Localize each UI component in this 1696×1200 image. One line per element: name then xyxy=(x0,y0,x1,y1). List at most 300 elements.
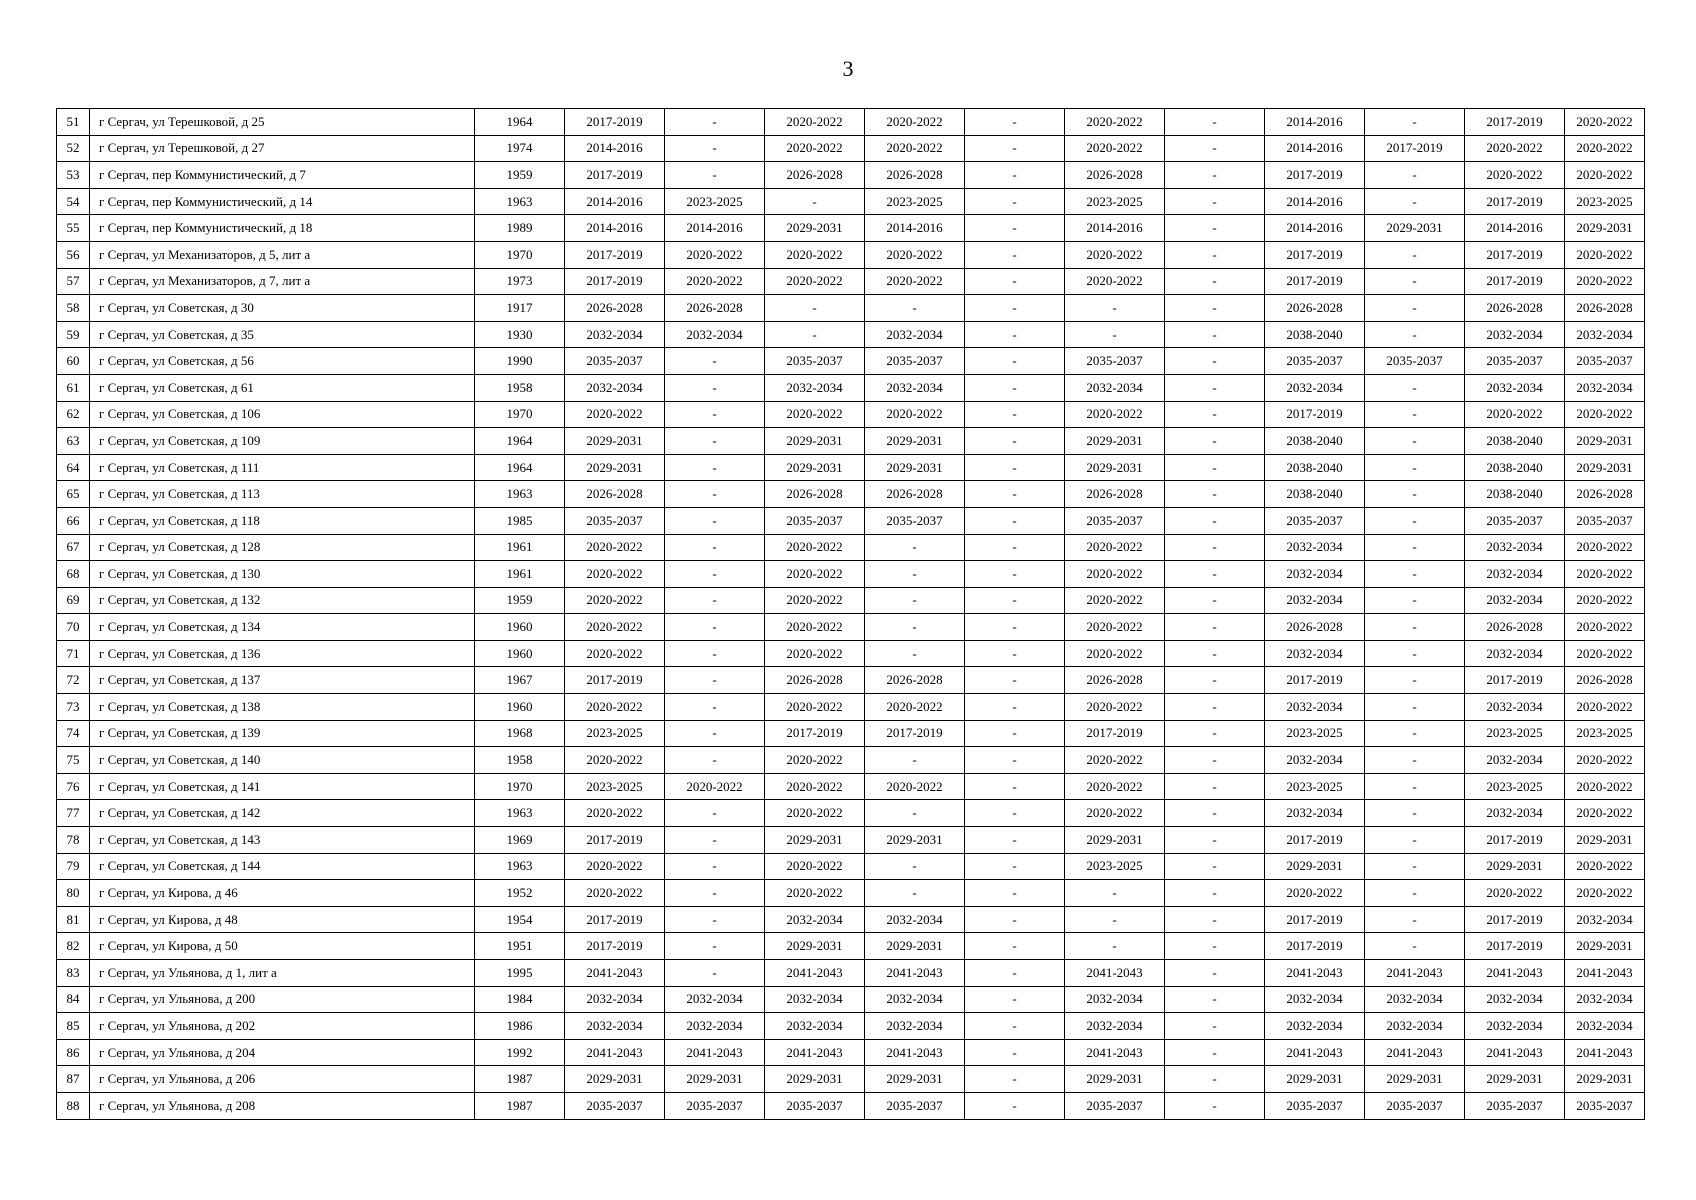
period-cell: 2023-2025 xyxy=(1065,853,1165,880)
period-cell: 2026-2028 xyxy=(1065,667,1165,694)
period-cell: 2020-2022 xyxy=(865,241,965,268)
period-cell: - xyxy=(865,640,965,667)
period-cell: - xyxy=(665,640,765,667)
row-number-cell: 76 xyxy=(57,773,90,800)
table-row xyxy=(57,374,1645,401)
period-cell: 2032-2034 xyxy=(1565,321,1645,348)
period-cell: - xyxy=(1365,295,1465,322)
period-cell: 2032-2034 xyxy=(1465,587,1565,614)
period-cell: 2020-2022 xyxy=(1065,109,1165,136)
period-cell: 2032-2034 xyxy=(1265,561,1365,588)
period-cell: 2020-2022 xyxy=(1065,800,1165,827)
period-cell: - xyxy=(965,1013,1065,1040)
period-cell: 2032-2034 xyxy=(1465,374,1565,401)
period-cell: 2038-2040 xyxy=(1465,481,1565,508)
period-cell: 2023-2025 xyxy=(865,188,965,215)
period-cell: - xyxy=(965,614,1065,641)
period-cell: - xyxy=(1365,667,1465,694)
period-cell: 2041-2043 xyxy=(565,960,665,987)
period-cell: 2014-2016 xyxy=(565,135,665,162)
period-cell: - xyxy=(1365,188,1465,215)
period-cell: 2032-2034 xyxy=(1465,561,1565,588)
period-cell: 2026-2028 xyxy=(1565,295,1645,322)
period-cell: - xyxy=(965,880,1065,907)
period-cell: - xyxy=(1165,401,1265,428)
period-cell: 2041-2043 xyxy=(1465,1039,1565,1066)
period-cell: 2020-2022 xyxy=(565,747,665,774)
period-cell: 2017-2019 xyxy=(1465,933,1565,960)
period-cell: 2020-2022 xyxy=(765,534,865,561)
period-cell: 2029-2031 xyxy=(765,454,865,481)
period-cell: 2020-2022 xyxy=(1565,135,1645,162)
period-cell: - xyxy=(865,587,965,614)
year-cell: 1959 xyxy=(475,162,565,189)
period-cell: - xyxy=(665,880,765,907)
period-cell: - xyxy=(1165,933,1265,960)
period-cell: - xyxy=(865,561,965,588)
period-cell: - xyxy=(1365,109,1465,136)
period-cell: 2035-2037 xyxy=(1465,507,1565,534)
period-cell: - xyxy=(1065,295,1165,322)
period-cell: 2026-2028 xyxy=(1465,295,1565,322)
period-cell: - xyxy=(665,561,765,588)
address-cell: г Сергач, ул Советская, д 141 xyxy=(90,773,475,800)
period-cell: 2020-2022 xyxy=(1565,640,1645,667)
table-row xyxy=(57,694,1645,721)
period-cell: - xyxy=(1365,773,1465,800)
period-cell: 2035-2037 xyxy=(1465,348,1565,375)
period-cell: 2029-2031 xyxy=(765,827,865,854)
period-cell: 2020-2022 xyxy=(1065,587,1165,614)
period-cell: 2020-2022 xyxy=(565,694,665,721)
year-cell: 1954 xyxy=(475,906,565,933)
table-row xyxy=(57,109,1645,136)
row-number-cell: 53 xyxy=(57,162,90,189)
year-cell: 1987 xyxy=(475,1092,565,1119)
year-cell: 1958 xyxy=(475,747,565,774)
period-cell: - xyxy=(965,1092,1065,1119)
year-cell: 1930 xyxy=(475,321,565,348)
period-cell: 2029-2031 xyxy=(865,827,965,854)
period-cell: 2032-2034 xyxy=(565,374,665,401)
period-cell: - xyxy=(665,906,765,933)
period-cell: 2020-2022 xyxy=(1565,587,1645,614)
period-cell: - xyxy=(965,268,1065,295)
year-cell: 1970 xyxy=(475,401,565,428)
period-cell: 2026-2028 xyxy=(765,162,865,189)
period-cell: 2029-2031 xyxy=(1365,1066,1465,1093)
period-cell: 2020-2022 xyxy=(765,268,865,295)
period-cell: 2023-2025 xyxy=(665,188,765,215)
table-row xyxy=(57,428,1645,455)
period-cell: - xyxy=(1165,640,1265,667)
period-cell: 2035-2037 xyxy=(865,1092,965,1119)
period-cell: 2041-2043 xyxy=(765,960,865,987)
period-cell: 2035-2037 xyxy=(765,1092,865,1119)
period-cell: 2032-2034 xyxy=(1465,986,1565,1013)
period-cell: 2035-2037 xyxy=(1265,348,1365,375)
period-cell: 2032-2034 xyxy=(665,321,765,348)
period-cell: 2029-2031 xyxy=(765,933,865,960)
period-cell: 2032-2034 xyxy=(1465,640,1565,667)
period-cell: - xyxy=(1065,880,1165,907)
period-cell: 2020-2022 xyxy=(865,773,965,800)
row-number-cell: 54 xyxy=(57,188,90,215)
period-cell: - xyxy=(965,933,1065,960)
period-cell: 2017-2019 xyxy=(1265,162,1365,189)
period-cell: 2032-2034 xyxy=(565,321,665,348)
period-cell: 2020-2022 xyxy=(1565,773,1645,800)
period-cell: 2032-2034 xyxy=(1265,374,1365,401)
period-cell: - xyxy=(965,454,1065,481)
year-cell: 1985 xyxy=(475,507,565,534)
period-cell: 2029-2031 xyxy=(1065,827,1165,854)
period-cell: 2035-2037 xyxy=(565,507,665,534)
table-body xyxy=(57,109,1645,1120)
period-cell: - xyxy=(965,561,1065,588)
period-cell: 2032-2034 xyxy=(665,1013,765,1040)
period-cell: 2014-2016 xyxy=(1265,135,1365,162)
period-cell: 2020-2022 xyxy=(565,614,665,641)
period-cell: 2032-2034 xyxy=(1365,986,1465,1013)
period-cell: 2032-2034 xyxy=(1465,694,1565,721)
period-cell: 2032-2034 xyxy=(1265,747,1365,774)
period-cell: - xyxy=(665,162,765,189)
period-cell: - xyxy=(665,135,765,162)
period-cell: 2020-2022 xyxy=(1565,880,1645,907)
table-row xyxy=(57,640,1645,667)
period-cell: - xyxy=(665,933,765,960)
table-row xyxy=(57,1013,1645,1040)
year-cell: 1961 xyxy=(475,534,565,561)
period-cell: - xyxy=(1365,321,1465,348)
address-cell: г Сергач, пер Коммунистический, д 18 xyxy=(90,215,475,242)
period-cell: 2020-2022 xyxy=(1565,534,1645,561)
period-cell: - xyxy=(1365,587,1465,614)
period-cell: 2017-2019 xyxy=(565,162,665,189)
period-cell: 2014-2016 xyxy=(1065,215,1165,242)
period-cell: 2017-2019 xyxy=(565,268,665,295)
period-cell: 2017-2019 xyxy=(1465,667,1565,694)
period-cell: 2023-2025 xyxy=(1065,188,1165,215)
period-cell: - xyxy=(665,534,765,561)
address-cell: г Сергач, ул Советская, д 140 xyxy=(90,747,475,774)
period-cell: - xyxy=(965,1039,1065,1066)
period-cell: 2029-2031 xyxy=(1365,215,1465,242)
row-number-cell: 57 xyxy=(57,268,90,295)
period-cell: 2020-2022 xyxy=(1465,135,1565,162)
period-cell: - xyxy=(1365,481,1465,508)
period-cell: 2032-2034 xyxy=(1365,1013,1465,1040)
period-cell: - xyxy=(965,534,1065,561)
period-cell: - xyxy=(1065,933,1165,960)
period-cell: - xyxy=(665,401,765,428)
period-cell: 2029-2031 xyxy=(865,428,965,455)
address-cell: г Сергач, пер Коммунистический, д 14 xyxy=(90,188,475,215)
row-number-cell: 73 xyxy=(57,694,90,721)
row-number-cell: 62 xyxy=(57,401,90,428)
period-cell: - xyxy=(1365,241,1465,268)
period-cell: 2014-2016 xyxy=(665,215,765,242)
table-row xyxy=(57,853,1645,880)
period-cell: - xyxy=(1165,561,1265,588)
table-row xyxy=(57,1092,1645,1119)
period-cell: - xyxy=(1165,1039,1265,1066)
period-cell: 2032-2034 xyxy=(1065,1013,1165,1040)
table-row xyxy=(57,162,1645,189)
period-cell: - xyxy=(665,694,765,721)
period-cell: 2020-2022 xyxy=(1065,614,1165,641)
period-cell: - xyxy=(1365,720,1465,747)
period-cell: 2020-2022 xyxy=(1565,614,1645,641)
schedule-table xyxy=(56,108,1645,1120)
period-cell: - xyxy=(965,188,1065,215)
row-number-cell: 61 xyxy=(57,374,90,401)
period-cell: - xyxy=(665,109,765,136)
row-number-cell: 84 xyxy=(57,986,90,1013)
row-number-cell: 58 xyxy=(57,295,90,322)
table-row xyxy=(57,986,1645,1013)
period-cell: 2020-2022 xyxy=(765,800,865,827)
period-cell: 2020-2022 xyxy=(565,640,665,667)
period-cell: 2032-2034 xyxy=(1265,534,1365,561)
period-cell: 2041-2043 xyxy=(665,1039,765,1066)
period-cell: 2035-2037 xyxy=(765,348,865,375)
period-cell: 2014-2016 xyxy=(565,188,665,215)
period-cell: - xyxy=(1165,773,1265,800)
table-row xyxy=(57,614,1645,641)
year-cell: 1959 xyxy=(475,587,565,614)
period-cell: 2020-2022 xyxy=(565,534,665,561)
period-cell: 2020-2022 xyxy=(1565,853,1645,880)
table-row xyxy=(57,507,1645,534)
period-cell: 2032-2034 xyxy=(1565,906,1645,933)
period-cell: 2038-2040 xyxy=(1265,321,1365,348)
period-cell: - xyxy=(665,960,765,987)
address-cell: г Сергач, ул Советская, д 137 xyxy=(90,667,475,694)
row-number-cell: 56 xyxy=(57,241,90,268)
table-row xyxy=(57,135,1645,162)
period-cell: - xyxy=(965,587,1065,614)
table-row xyxy=(57,534,1645,561)
period-cell: - xyxy=(1365,534,1465,561)
period-cell: - xyxy=(1165,587,1265,614)
period-cell: - xyxy=(765,188,865,215)
period-cell: 2041-2043 xyxy=(1565,960,1645,987)
period-cell: - xyxy=(965,109,1065,136)
period-cell: - xyxy=(1165,827,1265,854)
period-cell: 2020-2022 xyxy=(765,853,865,880)
period-cell: - xyxy=(1365,747,1465,774)
period-cell: 2032-2034 xyxy=(1065,986,1165,1013)
year-cell: 1960 xyxy=(475,694,565,721)
period-cell: 2032-2034 xyxy=(1265,587,1365,614)
period-cell: 2029-2031 xyxy=(865,933,965,960)
period-cell: 2017-2019 xyxy=(1265,933,1365,960)
period-cell: - xyxy=(1165,321,1265,348)
period-cell: 2020-2022 xyxy=(665,268,765,295)
row-number-cell: 79 xyxy=(57,853,90,880)
period-cell: 2029-2031 xyxy=(565,1066,665,1093)
period-cell: 2032-2034 xyxy=(1265,1013,1365,1040)
period-cell: 2017-2019 xyxy=(1465,109,1565,136)
period-cell: - xyxy=(1365,906,1465,933)
row-number-cell: 74 xyxy=(57,720,90,747)
address-cell: г Сергач, ул Ульянова, д 202 xyxy=(90,1013,475,1040)
period-cell: 2035-2037 xyxy=(1065,507,1165,534)
period-cell: 2041-2043 xyxy=(1265,960,1365,987)
period-cell: 2041-2043 xyxy=(1065,960,1165,987)
period-cell: 2020-2022 xyxy=(565,561,665,588)
period-cell: 2029-2031 xyxy=(1265,1066,1365,1093)
period-cell: 2029-2031 xyxy=(1065,454,1165,481)
period-cell: - xyxy=(665,428,765,455)
table-row xyxy=(57,720,1645,747)
address-cell: г Сергач, ул Советская, д 128 xyxy=(90,534,475,561)
period-cell: 2020-2022 xyxy=(765,561,865,588)
period-cell: 2035-2037 xyxy=(865,507,965,534)
year-cell: 1917 xyxy=(475,295,565,322)
period-cell: 2020-2022 xyxy=(1465,880,1565,907)
period-cell: - xyxy=(965,348,1065,375)
period-cell: - xyxy=(965,481,1065,508)
address-cell: г Сергач, ул Терешковой, д 27 xyxy=(90,135,475,162)
table-row xyxy=(57,1039,1645,1066)
period-cell: 2020-2022 xyxy=(1565,109,1645,136)
period-cell: 2032-2034 xyxy=(1465,800,1565,827)
period-cell: 2029-2031 xyxy=(1565,454,1645,481)
address-cell: г Сергач, ул Ульянова, д 1, лит а xyxy=(90,960,475,987)
period-cell: 2020-2022 xyxy=(765,109,865,136)
period-cell: 2023-2025 xyxy=(1465,773,1565,800)
address-cell: г Сергач, ул Кирова, д 46 xyxy=(90,880,475,907)
period-cell: - xyxy=(665,454,765,481)
period-cell: 2035-2037 xyxy=(1065,348,1165,375)
period-cell: - xyxy=(765,321,865,348)
period-cell: 2026-2028 xyxy=(1065,481,1165,508)
period-cell: 2020-2022 xyxy=(1565,162,1645,189)
year-cell: 1968 xyxy=(475,720,565,747)
period-cell: - xyxy=(1165,295,1265,322)
period-cell: 2014-2016 xyxy=(565,215,665,242)
year-cell: 1973 xyxy=(475,268,565,295)
period-cell: 2017-2019 xyxy=(565,933,665,960)
period-cell: - xyxy=(665,348,765,375)
period-cell: - xyxy=(965,1066,1065,1093)
period-cell: - xyxy=(665,853,765,880)
period-cell: - xyxy=(1165,1013,1265,1040)
period-cell: 2017-2019 xyxy=(565,241,665,268)
period-cell: - xyxy=(1165,880,1265,907)
address-cell: г Сергач, пер Коммунистический, д 7 xyxy=(90,162,475,189)
period-cell: - xyxy=(865,880,965,907)
period-cell: 2041-2043 xyxy=(1265,1039,1365,1066)
period-cell: - xyxy=(1365,374,1465,401)
period-cell: 2020-2022 xyxy=(1565,268,1645,295)
address-cell: г Сергач, ул Советская, д 35 xyxy=(90,321,475,348)
period-cell: 2017-2019 xyxy=(1265,268,1365,295)
period-cell: - xyxy=(665,747,765,774)
period-cell: 2014-2016 xyxy=(1265,188,1365,215)
period-cell: 2017-2019 xyxy=(1465,827,1565,854)
period-cell: - xyxy=(1165,986,1265,1013)
period-cell: 2017-2019 xyxy=(1265,241,1365,268)
table-row xyxy=(57,268,1645,295)
period-cell: 2017-2019 xyxy=(1265,401,1365,428)
year-cell: 1964 xyxy=(475,428,565,455)
table-row xyxy=(57,827,1645,854)
table-row xyxy=(57,481,1645,508)
period-cell: 2032-2034 xyxy=(1465,321,1565,348)
period-cell: 2038-2040 xyxy=(1265,454,1365,481)
period-cell: 2017-2019 xyxy=(1465,188,1565,215)
period-cell: 2029-2031 xyxy=(865,1066,965,1093)
address-cell: г Сергач, ул Механизаторов, д 7, лит а xyxy=(90,268,475,295)
address-cell: г Сергач, ул Советская, д 132 xyxy=(90,587,475,614)
period-cell: - xyxy=(865,747,965,774)
period-cell: 2020-2022 xyxy=(765,135,865,162)
period-cell: 2032-2034 xyxy=(1465,1013,1565,1040)
period-cell: 2023-2025 xyxy=(1465,720,1565,747)
row-number-cell: 66 xyxy=(57,507,90,534)
address-cell: г Сергач, ул Кирова, д 50 xyxy=(90,933,475,960)
period-cell: - xyxy=(1365,827,1465,854)
row-number-cell: 72 xyxy=(57,667,90,694)
period-cell: 2032-2034 xyxy=(865,986,965,1013)
period-cell: - xyxy=(1165,135,1265,162)
period-cell: 2035-2037 xyxy=(665,1092,765,1119)
period-cell: 2035-2037 xyxy=(1065,1092,1165,1119)
period-cell: 2017-2019 xyxy=(865,720,965,747)
table-row xyxy=(57,1066,1645,1093)
period-cell: 2020-2022 xyxy=(765,241,865,268)
period-cell: - xyxy=(1065,321,1165,348)
year-cell: 1964 xyxy=(475,454,565,481)
year-cell: 1961 xyxy=(475,561,565,588)
period-cell: 2032-2034 xyxy=(1565,1013,1645,1040)
period-cell: - xyxy=(865,800,965,827)
period-cell: 2029-2031 xyxy=(765,428,865,455)
period-cell: 2035-2037 xyxy=(1365,348,1465,375)
year-cell: 1970 xyxy=(475,241,565,268)
period-cell: 2023-2025 xyxy=(1265,773,1365,800)
period-cell: 2026-2028 xyxy=(565,295,665,322)
row-number-cell: 63 xyxy=(57,428,90,455)
period-cell: 2029-2031 xyxy=(565,454,665,481)
period-cell: 2029-2031 xyxy=(865,454,965,481)
year-cell: 1963 xyxy=(475,188,565,215)
period-cell: - xyxy=(1165,853,1265,880)
period-cell: 2020-2022 xyxy=(1065,241,1165,268)
period-cell: - xyxy=(965,374,1065,401)
period-cell: 2020-2022 xyxy=(765,640,865,667)
period-cell: 2020-2022 xyxy=(1065,135,1165,162)
table-row xyxy=(57,348,1645,375)
table-row xyxy=(57,561,1645,588)
year-cell: 1989 xyxy=(475,215,565,242)
row-number-cell: 80 xyxy=(57,880,90,907)
address-cell: г Сергач, ул Советская, д 138 xyxy=(90,694,475,721)
table-row xyxy=(57,800,1645,827)
row-number-cell: 88 xyxy=(57,1092,90,1119)
row-number-cell: 55 xyxy=(57,215,90,242)
period-cell: 2026-2028 xyxy=(1265,614,1365,641)
period-cell: 2020-2022 xyxy=(1065,561,1165,588)
period-cell: 2017-2019 xyxy=(565,827,665,854)
row-number-cell: 82 xyxy=(57,933,90,960)
period-cell: 2020-2022 xyxy=(1065,640,1165,667)
period-cell: 2026-2028 xyxy=(865,667,965,694)
